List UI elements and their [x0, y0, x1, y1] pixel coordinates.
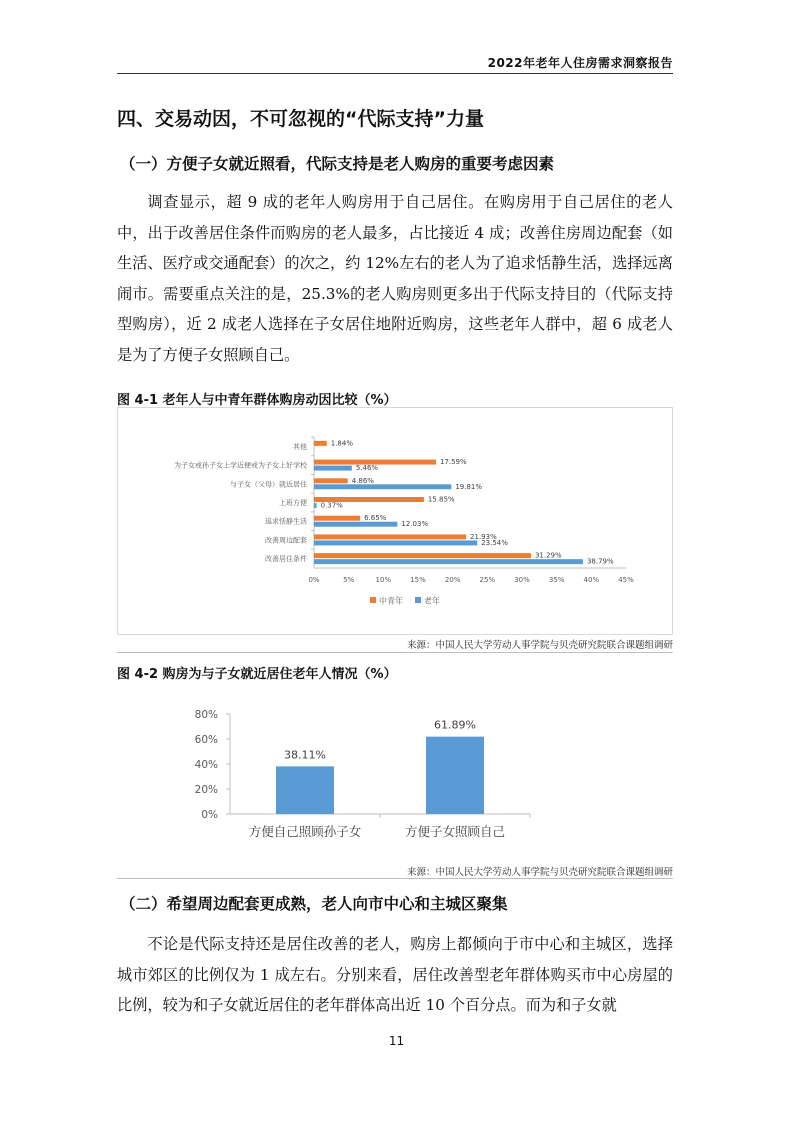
- page-number: 11: [388, 1034, 405, 1048]
- bar-middle-aged: [314, 478, 348, 483]
- x-tick-label: 45%: [618, 576, 634, 584]
- category-label: 其他: [293, 442, 307, 451]
- data-label: 6.65%: [364, 514, 387, 523]
- x-tick-label: 5%: [343, 576, 355, 584]
- category-label: 方便子女照顾自己: [404, 824, 506, 839]
- figure-2-axis: [226, 714, 530, 818]
- x-tick-label: 25%: [479, 576, 496, 584]
- data-label: 21.93%: [470, 532, 497, 541]
- bar-elderly: [314, 559, 583, 564]
- legend-label-middle-aged: 中青年: [379, 596, 403, 606]
- y-tick-label: 0%: [201, 809, 218, 821]
- figure-2-source: 来源：中国人民大学劳动人事学院与贝壳研究院联合课题组调研: [406, 867, 673, 878]
- x-tick-label: 20%: [444, 576, 461, 584]
- figure-2-tick-labels: [195, 709, 218, 821]
- data-label: 5.46%: [355, 464, 379, 473]
- bar: [276, 766, 334, 814]
- bar-middle-aged: [314, 553, 531, 558]
- data-label: 0.37%: [320, 501, 343, 510]
- bar: [426, 737, 484, 814]
- x-tick-label: 30%: [514, 576, 530, 584]
- data-label: 12.03%: [401, 520, 429, 529]
- figure-2-rule: [117, 878, 673, 879]
- subsection-1-paragraph: 调查显示，超 9 成的老年人购房用于自己居住。在购房用于自己居住的老人中，出于改善居住条件而购房的老人最多，占比接近 4 成；改善住房周边配套（如生活、医疗或交通配套）的次之，约 12%左右的老人为了追求恬静生活，选择远离闹市。需要重点关注的是，25.3%的老人购房则更多出于代际支持目的（代际支持型购房），近 2 成老人选择在子女居住地附近购房，这些老年人群中，超 6 成老人是为了方便子女照顾自己。: [117, 193, 673, 364]
- y-tick-label: 80%: [194, 709, 218, 721]
- data-label: 15.85%: [427, 495, 455, 504]
- y-tick-label: 20%: [194, 784, 218, 796]
- bar-elderly: [314, 484, 451, 489]
- subsection-2-title: （二）希望周边配套更成熟，老人向市中心和主城区聚集: [120, 895, 508, 913]
- bar-middle-aged: [314, 516, 360, 521]
- category-label: 改善居住条件: [265, 555, 307, 564]
- bar-middle-aged: [314, 534, 466, 539]
- data-label: 1.84%: [330, 439, 354, 448]
- figure-1-chart: [117, 407, 673, 635]
- figure-1-caption: 图 4-1 老年人与中青年群体购房动因比较（%）: [117, 393, 397, 408]
- x-tick-label: 35%: [548, 576, 565, 584]
- bar-elderly: [314, 522, 397, 527]
- category-label: 方便自己照顾孙子女: [248, 824, 362, 839]
- figure-1-source: 来源：中国人民大学劳动人事学院与贝壳研究院联合课题组调研: [406, 640, 673, 651]
- bar-middle-aged: [314, 441, 327, 446]
- header-rule: [117, 73, 673, 74]
- data-label: 19.81%: [455, 482, 483, 491]
- running-header: 2022年老年人住房需求洞察报告: [487, 56, 673, 70]
- bar-elderly: [314, 466, 352, 471]
- x-tick-label: 15%: [410, 576, 426, 584]
- x-tick-label: 40%: [583, 576, 600, 584]
- section-title: 四、交易动因，不可忽视的“代际支持”力量: [117, 108, 484, 130]
- legend-swatch-elderly: [415, 597, 421, 603]
- category-label: 为子女或孙子女上学近便或为子女上好学校: [174, 461, 307, 470]
- category-label: 与子女（父母）就近居住: [230, 480, 307, 489]
- x-tick-label: 0%: [308, 576, 320, 584]
- y-tick-label: 40%: [194, 759, 218, 771]
- bar-elderly: [314, 503, 317, 508]
- data-label: 38.79%: [586, 557, 614, 566]
- data-label: 61.89%: [434, 718, 476, 732]
- subsection-1-title: （一）方便子女就近照看，代际支持是老人购房的重要考虑因素: [120, 155, 555, 173]
- x-tick-label: 10%: [375, 576, 392, 584]
- data-label: 4.86%: [351, 476, 374, 485]
- bar-elderly: [314, 540, 477, 545]
- legend-swatch-middle-aged: [370, 597, 376, 603]
- data-label: 23.54%: [481, 538, 508, 547]
- subsection-2-paragraph: 不论是代际支持还是居住改善的老人，购房上都倾向于市中心和主城区，选择城市郊区的比例仅为 1 成左右。分别来看，居住改善型老年群体购买市中心房屋的比例，较为和子女就近居住的老年群体高出近 10 个百分点。而为和子女就: [117, 935, 673, 1014]
- data-label: 17.59%: [439, 458, 467, 467]
- y-tick-label: 60%: [194, 734, 218, 746]
- category-label: 上班方便: [279, 499, 307, 507]
- figure-2-caption: 图 4-2 购房为与子女就近居住老年人情况（%）: [117, 667, 397, 682]
- legend-label-elderly: 老年: [424, 596, 440, 606]
- figure-1-rule: [117, 652, 673, 653]
- data-label: 38.11%: [284, 748, 326, 762]
- category-label: 追求恬静生活: [265, 517, 307, 526]
- figure-2-chart: [117, 695, 673, 855]
- category-label: 改善周边配套: [265, 536, 307, 545]
- figure-2-category-labels: [249, 824, 505, 839]
- data-label: 31.29%: [534, 551, 562, 560]
